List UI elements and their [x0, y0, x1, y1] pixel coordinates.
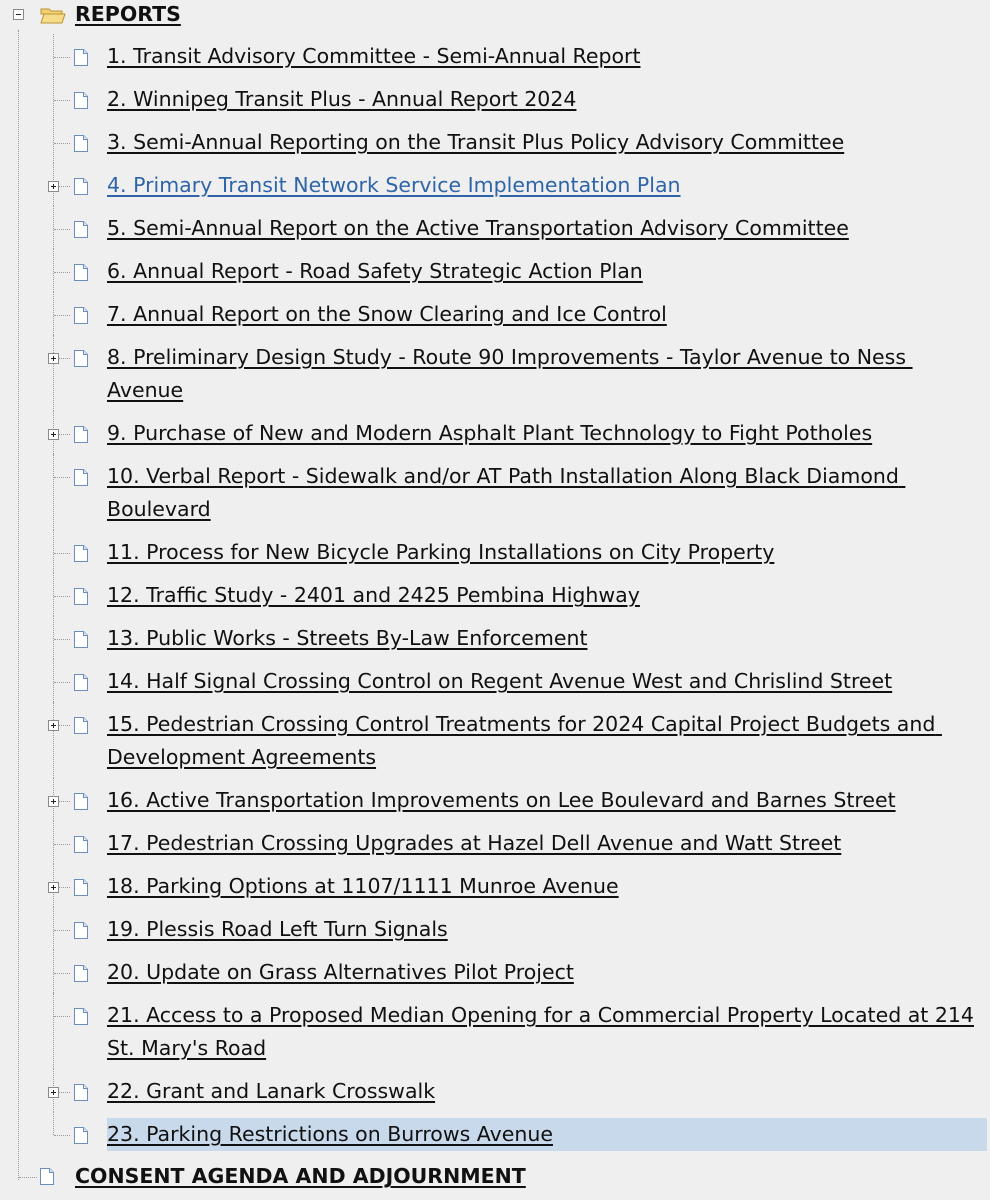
tree-branch-line: [53, 659, 54, 702]
report-item-link[interactable]: 13. Public Works - Streets By-Law Enforcement: [107, 626, 588, 650]
tree-node-report-item: [0, 870, 990, 913]
page-icon: [74, 350, 88, 367]
tree-branch-line: [53, 249, 54, 292]
page-icon: [74, 545, 88, 562]
tree-connector-line: [54, 143, 70, 144]
tree-branch-line: [53, 34, 54, 77]
report-item-link[interactable]: 10. Verbal Report - Sidewalk and/or AT Path Installation Along Black Diamond Boulevard: [107, 464, 906, 521]
tree-node-report-item: [0, 913, 990, 956]
tree-node-report-item: [0, 460, 990, 536]
page-icon: [74, 793, 88, 810]
tree-branch-line: [53, 993, 54, 1069]
tree-node-report-item: [0, 665, 990, 708]
report-item-link[interactable]: 9. Purchase of New and Modern Asphalt Plant Technology to Fight Potholes: [107, 421, 873, 445]
tree-node-report-item: [0, 417, 990, 460]
page-icon: [74, 588, 88, 605]
report-item-link[interactable]: 8. Preliminary Design Study - Route 90 Improvements - Taylor Avenue to Ness Avenue: [107, 345, 913, 402]
tree-node-report-item: [0, 1118, 990, 1161]
report-item-link[interactable]: 5. Semi-Annual Report on the Active Transportation Advisory Committee: [107, 216, 849, 240]
expand-toggle-icon[interactable]: [48, 720, 59, 731]
report-item-link[interactable]: 12. Traffic Study - 2401 and 2425 Pembina Highway: [107, 583, 640, 607]
report-item-link[interactable]: 4. Primary Transit Network Service Implementation Plan: [107, 173, 681, 197]
tree-connector-line: [54, 639, 70, 640]
tree-connector-line: [54, 1016, 70, 1017]
report-item-link[interactable]: 11. Process for New Bicycle Parking Installations on City Property: [107, 540, 775, 564]
tree-node-report-item: [0, 212, 990, 255]
tree-node-report-item: [0, 784, 990, 827]
page-icon: [74, 135, 88, 152]
tree-node-report-item: [0, 40, 990, 83]
tree-connector-line: [54, 844, 70, 845]
tree-branch-line: [53, 907, 54, 950]
report-item-link[interactable]: 7. Annual Report on the Snow Clearing and Ice Control: [107, 302, 667, 326]
tree-connector-line: [54, 229, 70, 230]
root-label-reports[interactable]: REPORTS: [75, 2, 181, 26]
tree-connector-line: [54, 596, 70, 597]
tree-connector-line: [54, 477, 70, 478]
page-icon: [74, 631, 88, 648]
tree-node-report-item: [0, 298, 990, 341]
tree-node-report-item: [0, 999, 990, 1075]
report-item-link[interactable]: 6. Annual Report - Road Safety Strategic Action Plan: [107, 259, 643, 283]
tree-node-report-item: [0, 341, 990, 417]
page-icon: [74, 1008, 88, 1025]
tree-connector-line: [54, 272, 70, 273]
expand-toggle-icon[interactable]: [48, 429, 59, 440]
report-item-link[interactable]: 1. Transit Advisory Committee - Semi-Annual Report: [107, 44, 641, 68]
expand-toggle-icon[interactable]: [48, 796, 59, 807]
tree-branch-line: [53, 77, 54, 120]
tree-branch-line: [53, 292, 54, 335]
report-item-link[interactable]: 2. Winnipeg Transit Plus - Annual Report 2024: [107, 87, 577, 111]
page-icon: [74, 264, 88, 281]
expand-toggle-icon[interactable]: [48, 353, 59, 364]
tree-node-report-item: [0, 708, 990, 784]
page-icon: [74, 1127, 88, 1144]
report-item-link[interactable]: 23. Parking Restrictions on Burrows Avenue: [107, 1118, 987, 1151]
report-item-link[interactable]: 17. Pedestrian Crossing Upgrades at Hazel Dell Avenue and Watt Street: [107, 831, 842, 855]
tree-node-report-item: [0, 169, 990, 212]
tree-connector-line: [54, 553, 70, 554]
tree-branch-line: [53, 1112, 54, 1135]
tree-node-reports: [0, 0, 990, 30]
tree-connector-line: [54, 315, 70, 316]
report-item-link[interactable]: 16. Active Transportation Improvements on Lee Boulevard and Barnes Street: [107, 788, 896, 812]
tree-node-report-item: [0, 255, 990, 298]
page-icon: [74, 49, 88, 66]
tree-branch-line: [53, 335, 54, 411]
tree-branch-line: [53, 616, 54, 659]
page-icon: [74, 221, 88, 238]
tree-connector-line: [54, 682, 70, 683]
page-icon: [74, 307, 88, 324]
tree-connector-line: [19, 1177, 37, 1178]
tree-connector-line: [54, 1135, 70, 1136]
report-item-link[interactable]: 22. Grant and Lanark Crosswalk: [107, 1079, 436, 1103]
tree-branch-line: [53, 206, 54, 249]
report-item-link[interactable]: 18. Parking Options at 1107/1111 Munroe Avenue: [107, 874, 619, 898]
page-icon: [74, 879, 88, 896]
page-icon: [74, 836, 88, 853]
expand-toggle-icon[interactable]: [48, 181, 59, 192]
tree-branch-line: [53, 120, 54, 163]
tree-node-report-item: [0, 1075, 990, 1118]
tree-branch-line: [53, 950, 54, 993]
page-icon: [40, 1168, 54, 1185]
page-icon: [74, 469, 88, 486]
folder-open-icon: [40, 5, 66, 25]
tree-node-report-item: [0, 83, 990, 126]
tree-node-report-item: [0, 622, 990, 665]
tree-node-report-item: [0, 536, 990, 579]
expand-toggle-icon[interactable]: [48, 882, 59, 893]
report-item-link[interactable]: 21. Access to a Proposed Median Opening for a Commercial Property Located at 214 St. Mary's Road: [107, 1003, 974, 1060]
report-item-link[interactable]: 3. Semi-Annual Reporting on the Transit Plus Policy Advisory Committee: [107, 130, 845, 154]
page-icon: [74, 426, 88, 443]
tree-branch-line: [53, 530, 54, 573]
tree-connector-line: [54, 930, 70, 931]
tree-node-report-item: [0, 126, 990, 169]
report-item-link[interactable]: 14. Half Signal Crossing Control on Regent Avenue West and Chrislind Street: [107, 669, 893, 693]
tree-node-consent-agenda: [0, 1160, 990, 1196]
page-icon: [74, 922, 88, 939]
expand-toggle-icon[interactable]: [48, 1087, 59, 1098]
tree-branch-line: [53, 702, 54, 778]
collapse-toggle-icon[interactable]: [13, 9, 24, 20]
tree-connector-line: [54, 57, 70, 58]
tree-connector-line: [54, 973, 70, 974]
page-icon: [74, 178, 88, 195]
tree-connector-line: [54, 100, 70, 101]
tree-branch-line: [53, 454, 54, 530]
report-item-link[interactable]: 15. Pedestrian Crossing Control Treatments for 2024 Capital Project Budgets and Development Agreements: [107, 712, 942, 769]
tree-node-report-item: [0, 956, 990, 999]
report-item-link[interactable]: 19. Plessis Road Left Turn Signals: [107, 917, 448, 941]
page-icon: [74, 965, 88, 982]
report-item-link[interactable]: 20. Update on Grass Alternatives Pilot Project: [107, 960, 574, 984]
sibling-label-consent-agenda[interactable]: CONSENT AGENDA AND ADJOURNMENT: [75, 1164, 526, 1188]
page-icon: [74, 717, 88, 734]
tree-branch-line: [53, 573, 54, 616]
tree-branch-line: [53, 821, 54, 864]
page-icon: [74, 1084, 88, 1101]
tree-node-report-item: [0, 827, 990, 870]
page-icon: [74, 92, 88, 109]
page-icon: [74, 674, 88, 691]
tree-node-report-item: [0, 579, 990, 622]
